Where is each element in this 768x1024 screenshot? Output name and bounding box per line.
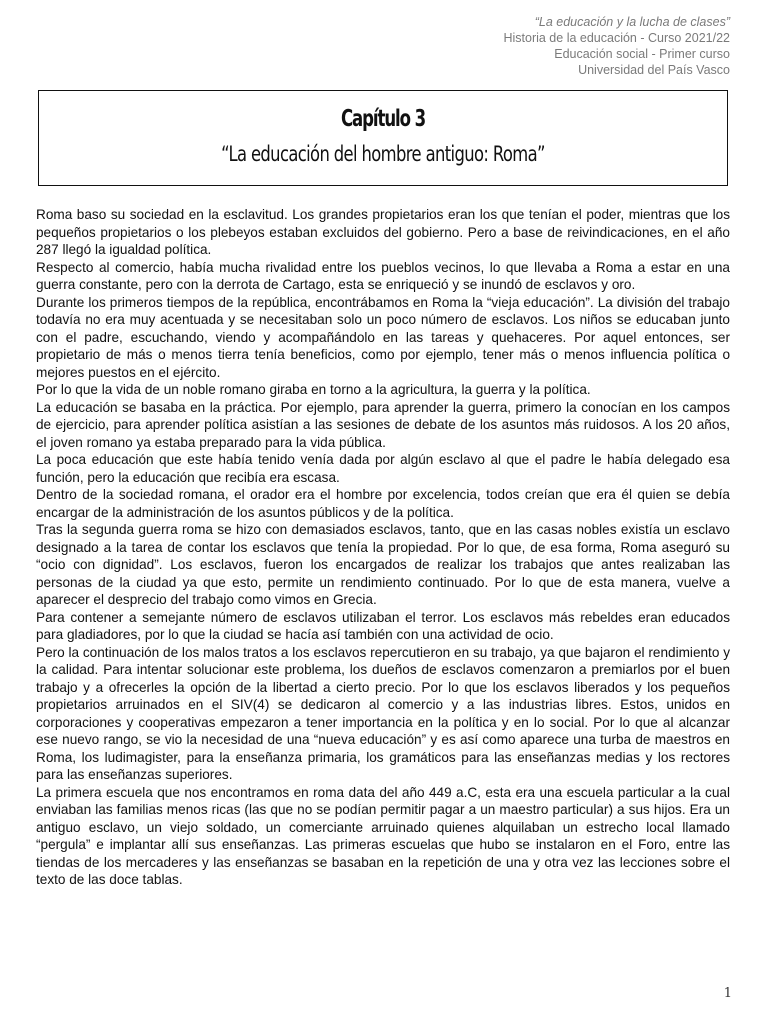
paragraph: La poca educación que este había tenido venía dada por algún esclavo al que el padre le había delegado esa función, pero la educación que recibía era escasa. [36,452,730,485]
paragraph: Durante los primeros tiempos de la república, encontrábamos en Roma la “vieja educación”. La división del trabajo todavía no era muy acentuada y se necesitaban solo un poco número de esclavos. Los niños se educaban junto con el padre, escuchando, viendo y acompañándolo en las tareas y quehaceres. Por aquel entonces, ser propietario de más o menos tierra tenía beneficios, como por ejemplo, tener más o menos influencia política o mejores puestos en el ejército. [36,294,730,380]
paragraph: La educación se basaba en la práctica. Por ejemplo, para aprender la guerra, primero la conocían en los campos de ejercicio, para aprender política asistían a las sesiones de debate de los asuntos más ruidosos. A los 20 años, el joven romano ya estaba preparado para la vida pública. [36,399,730,450]
paragraph: Para contener a semejante número de esclavos utilizaban el terror. Los esclavos más rebeldes eran educados para gladiadores, por lo que la ciudad se hacía así también con una actividad de ocio. [36,609,730,642]
header-degree: Educación social - Primer curso [554,47,730,61]
header-university: Universidad del País Vasco [578,63,730,77]
header-course: Historia de la educación - Curso 2021/22 [503,31,730,45]
document-header [503,14,730,78]
chapter-heading: Capítulo 3 [340,106,426,132]
paragraph: Pero la continuación de los malos tratos a los esclavos repercutieron en su trabajo, ya que bajaron el rendimiento y la calidad. Para intentar solucionar este problema, los dueños de esclavos comenzaron a premiarlos por el buen trabajo y a ofrecerles la opción de la libertad a cierto precio. Por lo que los esclavos liberados y los pequeños propietarios arruinados en el SIV(4) se dedicaron al comercio y a las industrias libres. Estos, unidos en corporaciones y cooperativas empezaron a tener importancia en la política y en lo social. Por lo que al alcanzar ese nuevo rango, se vio la necesidad de una “nueva educación” y es así como aparece una turba de maestros en Roma, los ludimagister, para la enseñanza primaria, los gramáticos para las enseñanzas medias y los rectores para las enseñanzas superiores. [36,644,730,782]
chapter-subtitle: “La educación del hombre antiguo: Roma” [221,142,545,166]
paragraph: Por lo que la vida de un noble romano giraba en torno a la agricultura, la guerra y la política. [36,382,591,397]
header-quote: “La educación y la lucha de clases” [534,15,730,29]
chapter-title-box [38,90,728,186]
paragraph: Respecto al comercio, había mucha rivalidad entre los pueblos vecinos, lo que llevaba a Roma a estar en una guerra constante, pero con la derrota de Cartago, esta se enriqueció y se inundó de esclavos y oro. [36,259,730,292]
page-number: 1 [723,986,732,1001]
paragraph: La primera escuela que nos encontramos en roma data del año 449 a.C, esta era una escuela particular a la cual enviaban las familias menos ricas (las que no se podían permitir pagar a un maestro particular) a sus hijos. Era un antiguo esclavo, un viejo soldado, un comerciante arruinado quienes alquilaban un estrecho local llamado “pergula” e implantar allí sus enseñanzas. Las primeras escuelas que hubo se instalaron en el Foro, entre las tiendas de los mercaderes y las enseñanzas se basaban en la repetición de una y otra vez las lecciones sobre el texto de las doce tablas. [36,784,730,887]
body-text [36,206,730,889]
paragraph: Dentro de la sociedad romana, el orador era el hombre por excelencia, todos creían que era él quien se debía encargar de la administración de los asuntos públicos y de la política. [36,487,730,520]
paragraph: Tras la segunda guerra roma se hizo con demasiados esclavos, tanto, que en las casas nobles existía un esclavo designado a la tarea de contar los esclavos que tenía la propiedad. Por lo que, de esa forma, Roma aseguró su “ocio con dignidad”. Los esclavos, fueron los encargados de realizar los trabajos que antes realizaban las personas de la ciudad ya que esto, permite un rendimiento continuado. Por lo que de esta manera, vuelve a aparecer el desprecio del trabajo como vimos en Grecia. [36,522,730,607]
paragraph: Roma baso su sociedad en la esclavitud. Los grandes propietarios eran los que tenían el poder, mientras que los pequeños propietarios o los plebeyos estaban excluidos del gobierno. Pero a base de reivindicaciones, en el año 287 llegó la igualdad política. [36,207,730,257]
